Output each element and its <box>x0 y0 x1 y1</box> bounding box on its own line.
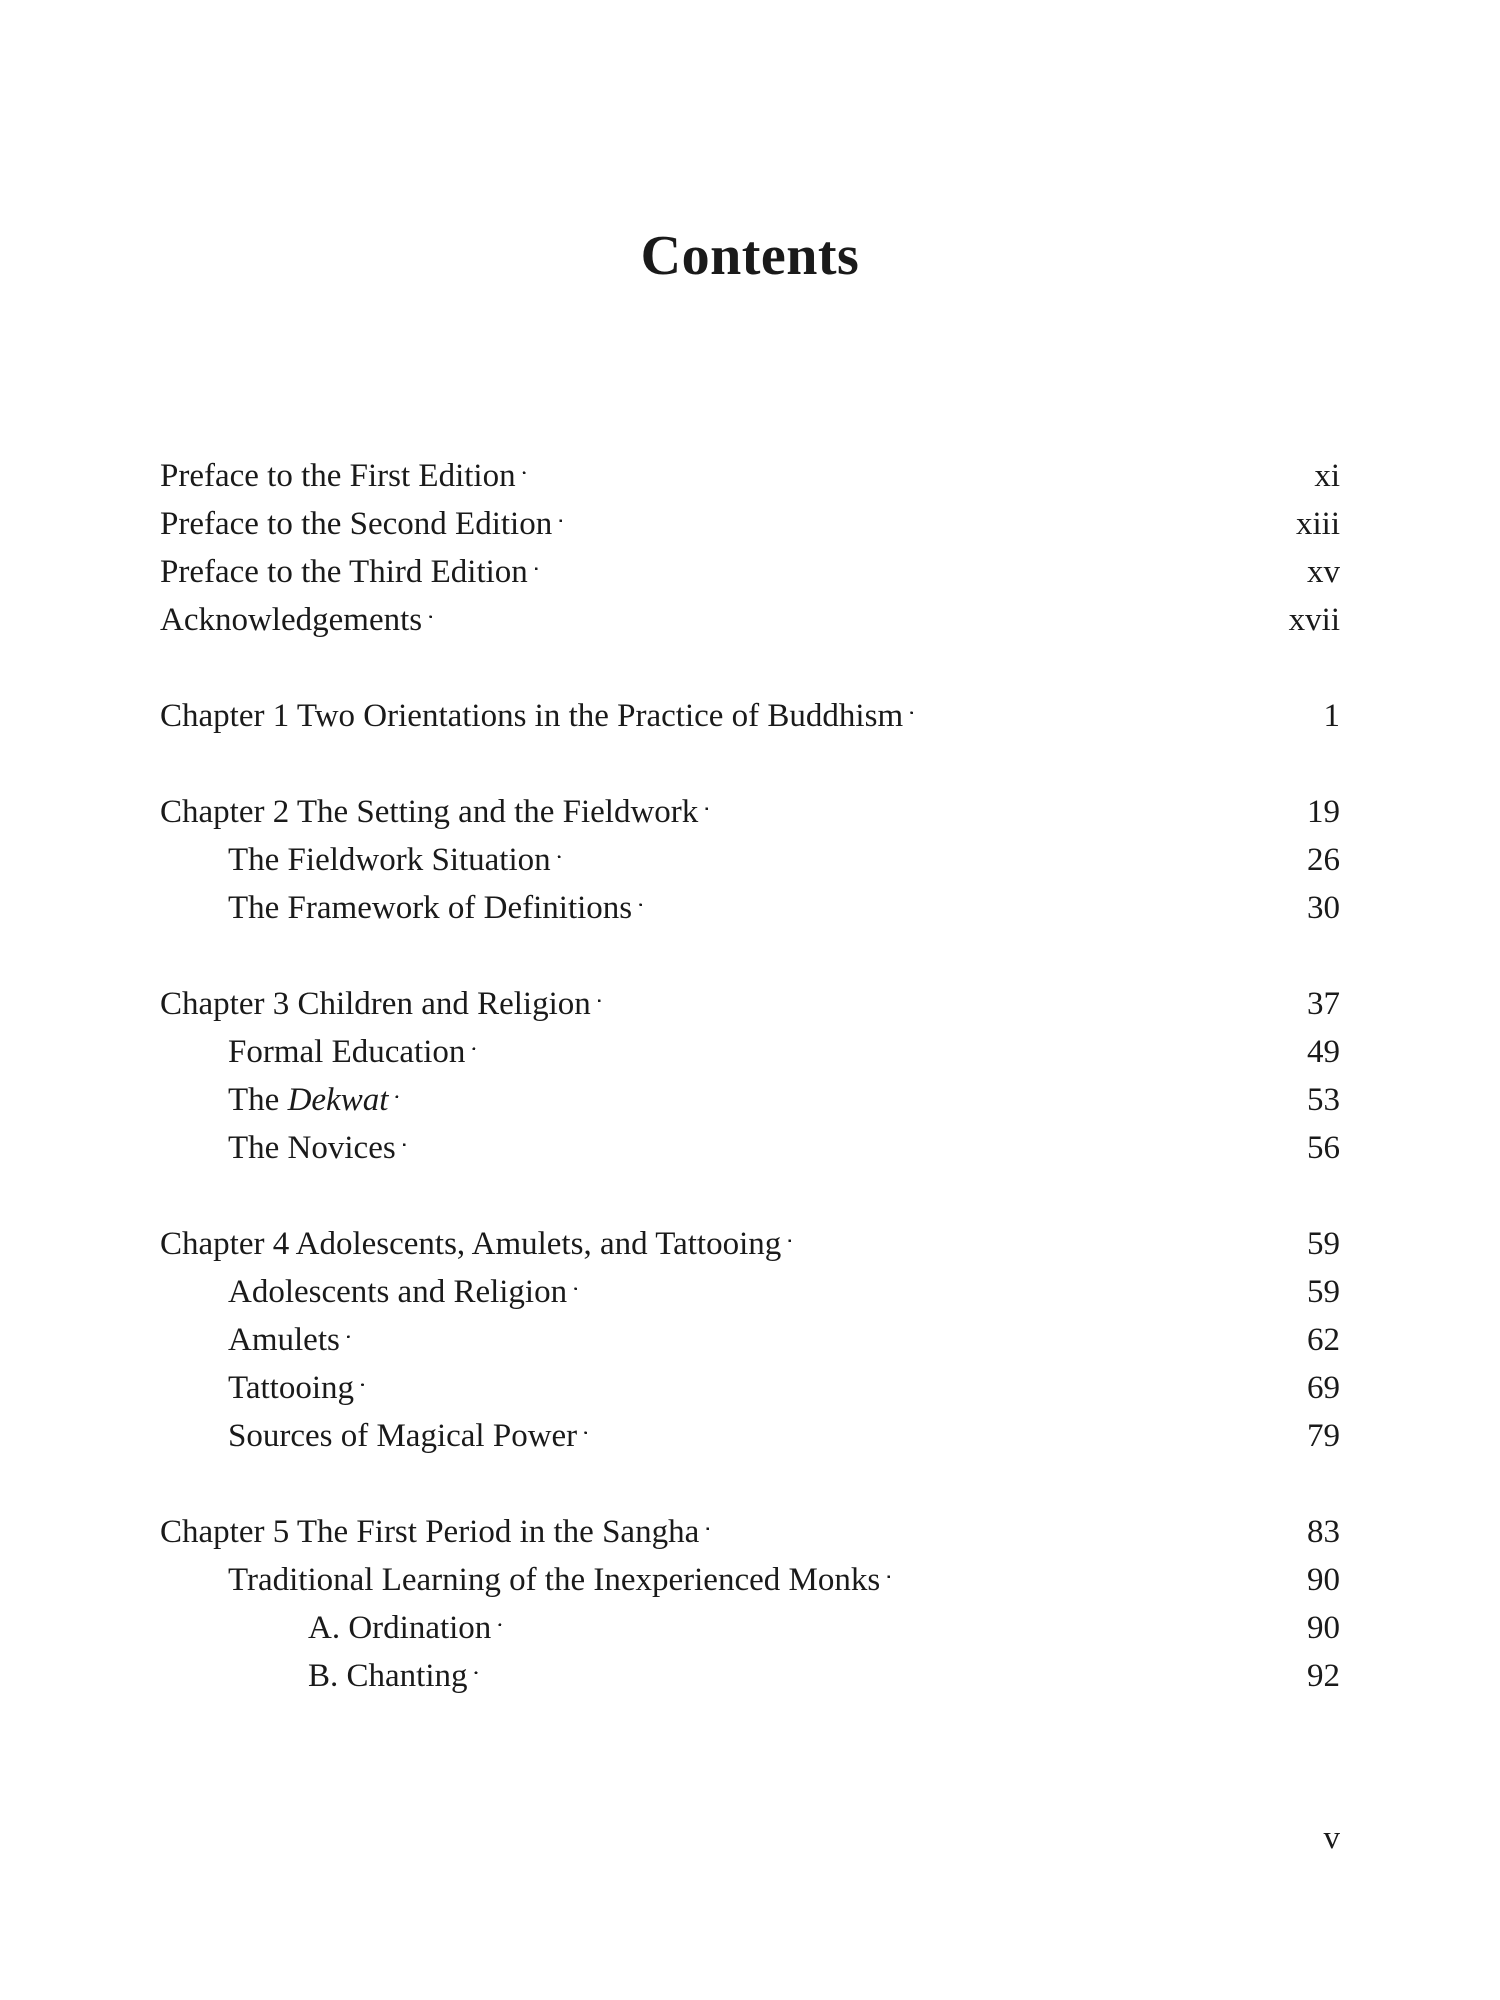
toc-entry-page: 59 <box>1307 1226 1340 1262</box>
toc-entry-label-italic: Dekwat <box>287 1082 389 1118</box>
page-folio: v <box>1323 1820 1340 1856</box>
toc-entry-label: The Fieldwork Situation <box>228 842 551 878</box>
toc-entry-chapter-5[interactable] <box>160 1494 1340 1550</box>
toc-entry-label: Adolescents and Religion <box>228 1274 568 1310</box>
toc-entry-label: Preface to the First Edition <box>160 458 516 494</box>
toc-entry-label: Formal Education <box>228 1034 466 1070</box>
dot-leader <box>705 1494 1301 1542</box>
toc-entry-page: xvii <box>1288 602 1340 638</box>
dot-leader <box>787 1206 1301 1254</box>
toc-entry-label: The Framework of Definitions <box>228 890 633 926</box>
toc-entry-label: Chapter 2 The Setting and the Fieldwork <box>160 794 699 830</box>
toc-entry-label: Amulets <box>228 1322 340 1358</box>
toc-entry-page: 59 <box>1307 1274 1340 1310</box>
toc-entry-page: 37 <box>1307 986 1340 1022</box>
page-title: Contents <box>640 225 860 287</box>
dot-leader <box>534 534 1301 582</box>
toc-entry-label: Tattooing <box>228 1370 355 1406</box>
toc-entry-page: 62 <box>1307 1322 1340 1358</box>
toc-entry-chapter-2[interactable] <box>160 774 1340 830</box>
toc-entry-page: xiii <box>1295 506 1340 542</box>
dot-leader <box>886 1542 1301 1590</box>
toc-entry-page: 49 <box>1307 1034 1340 1070</box>
toc-entry-page: 26 <box>1307 842 1340 878</box>
toc-entry-page: 83 <box>1307 1514 1340 1550</box>
toc-entry-preface-first[interactable] <box>160 438 1340 494</box>
dot-leader <box>471 1014 1301 1062</box>
toc-entry-label: Preface to the Third Edition <box>160 554 528 590</box>
toc-entry-page: 79 <box>1307 1418 1340 1454</box>
toc-entry-label-prefix: The <box>228 1082 288 1118</box>
table-of-contents <box>160 438 1340 1694</box>
toc-entry-page: 56 <box>1307 1130 1340 1166</box>
dot-leader <box>360 1350 1301 1398</box>
toc-entry-label: Traditional Learning of the Inexperienced Monks <box>228 1562 881 1598</box>
dot-leader <box>402 1110 1301 1158</box>
toc-entry-label: Acknowledgements <box>160 602 423 638</box>
toc-entry-page: 1 <box>1323 698 1340 734</box>
dot-leader <box>497 1590 1301 1638</box>
dot-leader <box>704 774 1301 822</box>
dot-leader <box>474 1638 1301 1686</box>
toc-entry-page: 19 <box>1307 794 1340 830</box>
toc-entry-page: xi <box>1314 458 1340 494</box>
dot-leader <box>346 1302 1301 1350</box>
toc-entry-page: xv <box>1307 554 1340 590</box>
toc-entry-label: Chapter 5 The First Period in the Sangha <box>160 1514 700 1550</box>
dot-leader <box>583 1398 1301 1446</box>
dot-leader <box>558 486 1290 534</box>
toc-entry-label: Chapter 4 Adolescents, Amulets, and Tattooing <box>160 1226 782 1262</box>
toc-entry-page: 53 <box>1307 1082 1340 1118</box>
dot-leader <box>909 678 1317 726</box>
toc-entry-page: 92 <box>1307 1658 1340 1694</box>
toc-entry-chapter-3[interactable] <box>160 966 1340 1022</box>
toc-entry-page: 90 <box>1307 1562 1340 1598</box>
toc-entry-label: Preface to the Second Edition <box>160 506 553 542</box>
dot-leader <box>573 1254 1301 1302</box>
toc-entry-label: Chapter 1 Two Orientations in the Practice of Buddhism <box>160 698 904 734</box>
toc-entry-label: Sources of Magical Power <box>228 1418 578 1454</box>
toc-entry-label: The Novices <box>228 1130 396 1166</box>
toc-entry-chapter-1[interactable] <box>160 678 1340 734</box>
toc-entry-label: B. Chanting <box>308 1658 468 1694</box>
dot-leader <box>394 1062 1301 1110</box>
toc-entry-chapter-4[interactable] <box>160 1206 1340 1262</box>
dot-leader <box>428 582 1283 630</box>
dot-leader <box>557 822 1301 870</box>
toc-entry-label: Chapter 3 Children and Religion <box>160 986 591 1022</box>
dot-leader <box>522 438 1309 486</box>
toc-entry-page: 69 <box>1307 1370 1340 1406</box>
toc-entry-label: A. Ordination <box>308 1610 492 1646</box>
dot-leader <box>638 870 1301 918</box>
toc-entry-page: 90 <box>1307 1610 1340 1646</box>
toc-entry-label <box>228 1076 394 1124</box>
toc-entry-page: 30 <box>1307 890 1340 926</box>
dot-leader <box>597 966 1301 1014</box>
